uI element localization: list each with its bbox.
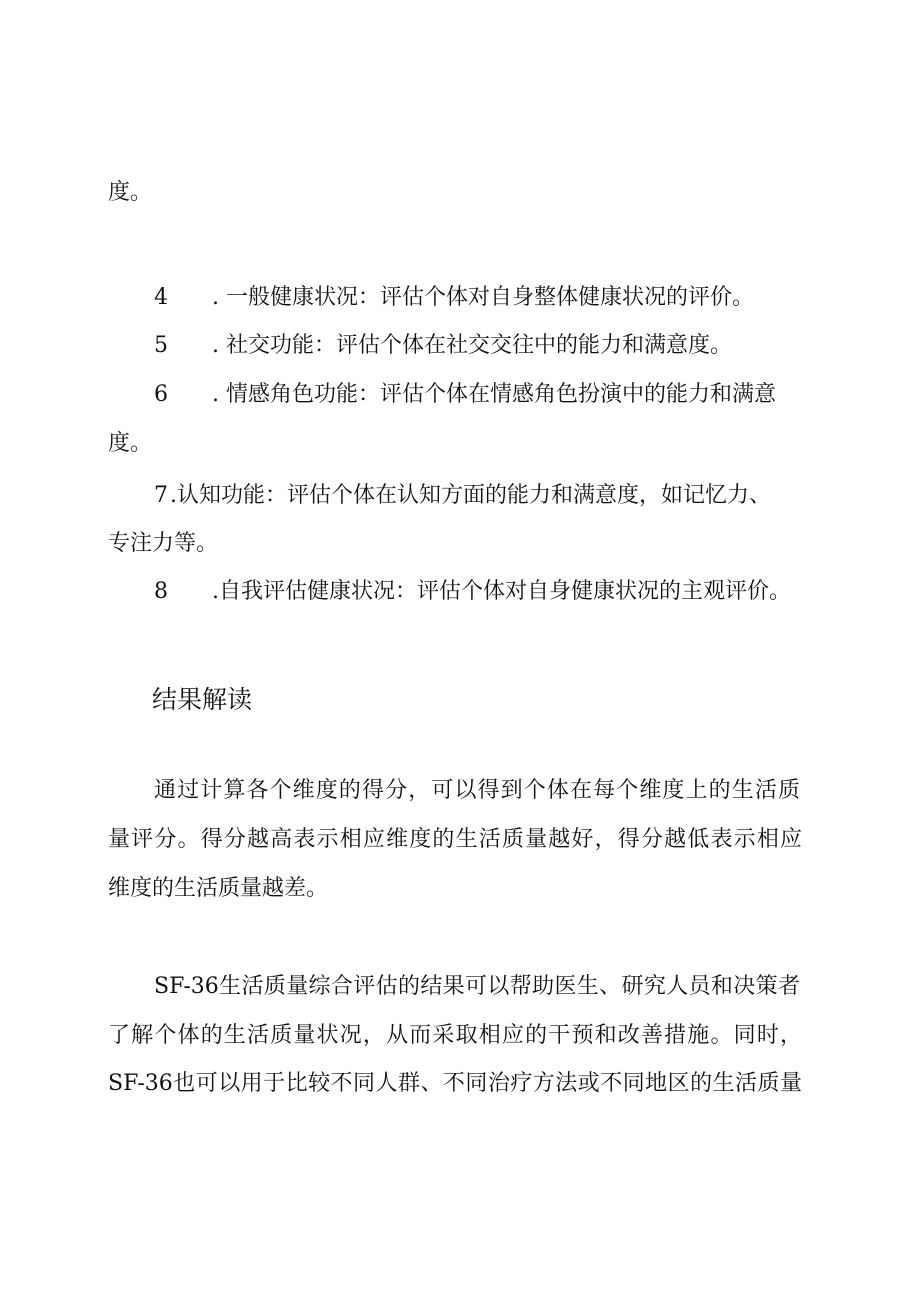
paragraph-line: SF-36生活质量综合评估的结果可以帮助医生、研究人员和决策者 (154, 974, 800, 999)
paragraph-line: 量评分。得分越高表示相应维度的生活质量越好，得分越低表示相应 (108, 827, 802, 852)
fragment-text: 度。 (108, 180, 153, 205)
section-title: 结果解读 (152, 685, 253, 714)
list-text: . 情感角色功能：评估个体在情感角色扮演中的能力和满意 (212, 382, 776, 407)
list-text: .认知功能：评估个体在认知方面的能力和满意度，如记忆力、 (170, 483, 771, 508)
list-text: . 社交功能：评估个体在社交交往中的能力和满意度。 (212, 333, 732, 358)
list-number: 6 (154, 382, 168, 407)
list-item (154, 331, 732, 361)
paragraph-line: SF-36也可以用于比较不同人群、不同治疗方法或不同地区的生活质量 (108, 1071, 802, 1096)
list-item-continuation: 度。 (108, 431, 153, 456)
list-item (154, 577, 791, 607)
paragraph-line: 通过计算各个维度的得分，可以得到个体在每个维度上的生活质 (154, 778, 800, 803)
list-item (154, 283, 754, 313)
list-number: 7 (154, 483, 168, 508)
list-item (154, 481, 771, 511)
list-text: . 一般健康状况：评估个体对自身整体健康状况的评价。 (212, 285, 754, 310)
paragraph-line: 维度的生活质量越差。 (108, 876, 329, 901)
list-number: 4 (154, 285, 168, 310)
list-item-continuation: 专注力等。 (108, 531, 219, 556)
list-text: .自我评估健康状况：评估个体对自身健康状况的主观评价。 (212, 579, 791, 604)
list-item (154, 380, 776, 410)
paragraph-line: 了解个体的生活质量状况，从而采取相应的干预和改善措施。同时， (108, 1023, 802, 1048)
list-number: 5 (154, 333, 168, 358)
list-number: 8 (154, 579, 168, 604)
